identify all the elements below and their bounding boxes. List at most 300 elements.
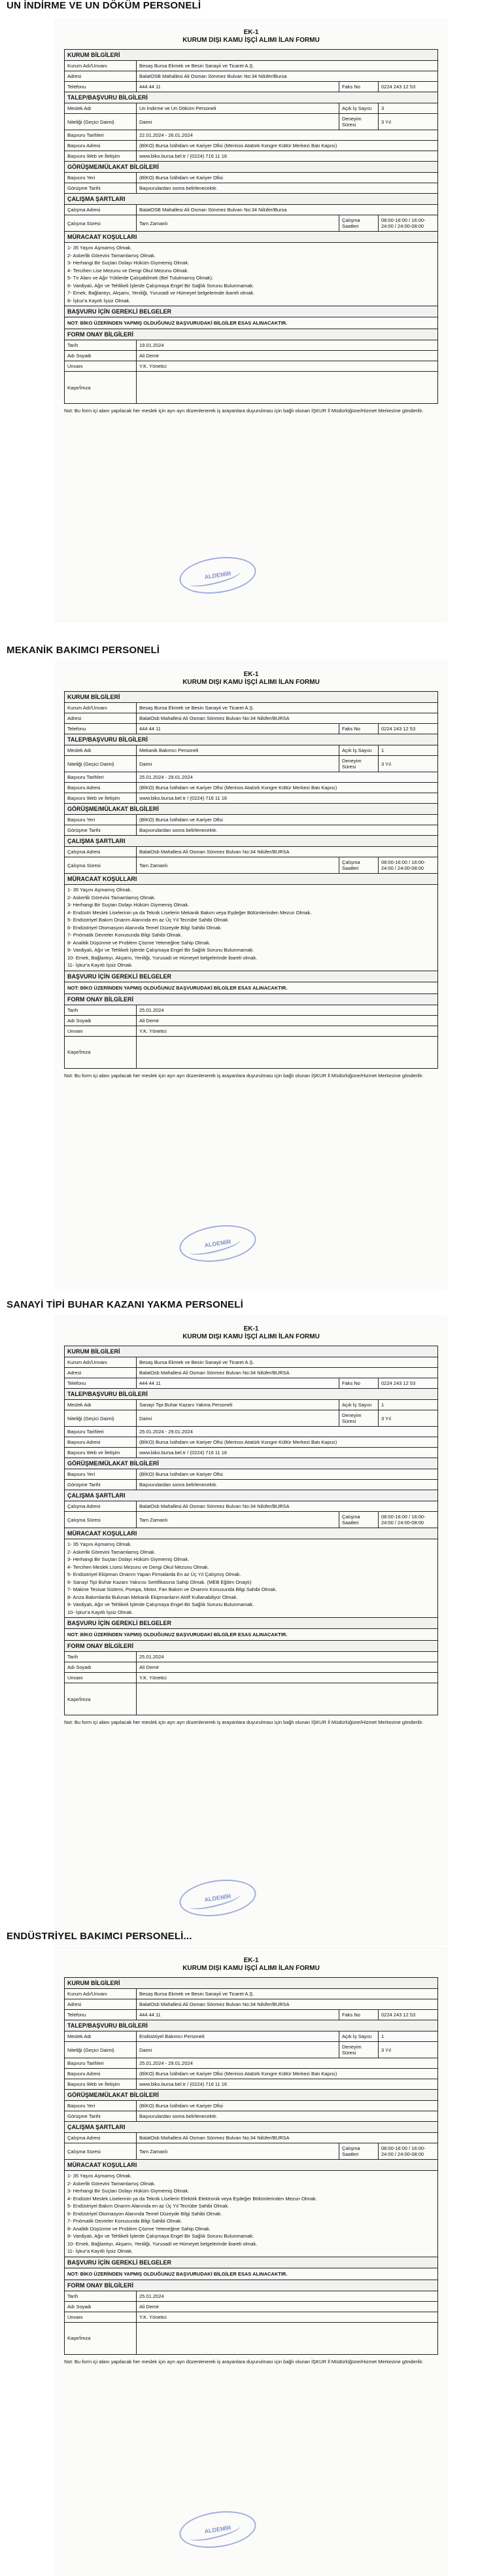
condition-item: 2- Askerlik Görevini Tamamlamış Olmak. bbox=[67, 1548, 156, 1555]
gorusme-header: GÖRÜŞME/MÜLAKAT BİLGİLERİ bbox=[65, 1458, 437, 1469]
talep-header: TALEP/BAŞVURU BİLGİLERİ bbox=[65, 1389, 437, 1400]
basvuru-adres-label: Başvuru Adresi bbox=[65, 783, 137, 793]
faks-label: Faks No bbox=[339, 2010, 379, 2020]
condition-item: 8- Arıza Bakımlarda Bulunan Mekanik Ekipmanların Atölf Kullanabiliyor Olmak. bbox=[67, 1594, 238, 1600]
deneyim-label: Deneyim Süresi bbox=[339, 756, 379, 772]
deneyim-label: Deneyim Süresi bbox=[339, 1410, 379, 1426]
official-stamp: ALDEMİR bbox=[177, 1875, 258, 1921]
form-row bbox=[65, 2069, 437, 2079]
condition-item: 3- Herhangi Bir Suçtan Dolayı Hüküm Giymemiş Olmak. bbox=[67, 902, 190, 908]
job-section bbox=[0, 1299, 495, 1944]
form-title: KURUM DIŞI KAMU İŞÇİ ALIMI İLAN FORMU bbox=[182, 679, 320, 686]
belgeler-header: BAŞVURU İÇİN GEREKLİ BELGELER bbox=[65, 971, 437, 982]
kurum-header: KURUM BİLGİLERİ bbox=[65, 692, 437, 703]
kurum-header: KURUM BİLGİLERİ bbox=[65, 1346, 437, 1357]
adres-label: Adresi bbox=[65, 1999, 137, 2009]
condition-item: 3- Herhangi Bir Suçtan Dolayı Hüküm Giymemiş Olmak. bbox=[67, 2188, 190, 2194]
faks-value: 0224 243 12 53 bbox=[381, 726, 416, 732]
conditions-list bbox=[65, 243, 437, 306]
basvuru-tarih-value: 25.01.2024 - 29.01.2024 bbox=[139, 1429, 193, 1435]
calisma-sure-value: Tam Zamanlı bbox=[137, 1512, 339, 1528]
form-row bbox=[65, 847, 437, 857]
form-row bbox=[65, 2101, 437, 2111]
adres-label: Adresi bbox=[65, 713, 137, 723]
meslek-label: Meslek Adı bbox=[65, 103, 137, 113]
calisma-adres-value: BalatOsb Mahallesi Ali Osman Sönmez Bulvarı No:34 Nilüfer/BURSA bbox=[139, 2135, 290, 2141]
condition-item: 2- Askerlik Görevini Tamamlamış Olmak. bbox=[67, 2180, 156, 2187]
acik-is-value: 1 bbox=[381, 1402, 384, 1408]
acik-is-label: Açık İş Sayısı bbox=[339, 745, 379, 755]
web-label: Başvuru Web ve İletişim bbox=[65, 151, 137, 161]
form-row bbox=[65, 215, 437, 232]
adsoyad-label: Adı Soyadı bbox=[65, 351, 137, 361]
calisma-header: ÇALIŞMA ŞARTLARI bbox=[65, 194, 437, 205]
web-value: www.biko.bursa.bel.tr / (0224) 716 11 16 bbox=[139, 2081, 228, 2087]
telefon-label: Telefonu bbox=[65, 82, 137, 92]
gorusme-yeri-label: Başvuru Yeri bbox=[65, 815, 137, 825]
deneyim-value: 3 Yıl bbox=[381, 1415, 391, 1422]
condition-item: 1- 35 Yaşını Aşmamış Olmak. bbox=[67, 2173, 132, 2179]
form-row bbox=[65, 1437, 437, 1448]
calisma-saat-value: 08:00-16:00 / 16:00-24:00 / 24:00-08:00 bbox=[381, 859, 426, 871]
adres-value: BalatOSB Mahallesi Ali Osman Sönmez Bulvarı No:34 Nilüfer/Bursa bbox=[139, 73, 287, 79]
adsoyad-label: Adı Soyadı bbox=[65, 1016, 137, 1026]
calisma-saat-value: 08:00-16:00 / 16:00-24:00 / 24:00-08:00 bbox=[381, 217, 426, 229]
condition-item: 11- İşkur'a Kayıtlı İşsiz Olmak. bbox=[67, 2248, 133, 2254]
condition-item: 8- Analitik Düşünme ve Problem Çözme Yeteneğine Sahip Olmak. bbox=[67, 2225, 211, 2232]
kurum-adi-label: Kurum Adı/Unvanı bbox=[65, 703, 137, 713]
form-row bbox=[65, 2133, 437, 2143]
acik-is-value: 1 bbox=[381, 747, 384, 753]
gorusme-tarih-value: Başvurulardan sonra belirlenecektir. bbox=[139, 2113, 218, 2119]
conditions-list bbox=[65, 1539, 437, 1618]
adsoyad-value: Ali Demir bbox=[139, 2303, 160, 2310]
nitelik-value: Daimi bbox=[137, 114, 339, 130]
acik-is-value: 1 bbox=[381, 2033, 384, 2039]
telefon-label: Telefonu bbox=[65, 2010, 137, 2020]
form-footnote: Not: Bu form içi alanı yapılacak her meslek için ayrı ayrı düzenlenerek iş arayanlara duyurulması için bağlı olunan İŞKUR İl Müdürlüğüne/Hizmet Merkezine gönderilir. bbox=[64, 1719, 424, 1725]
condition-item: 3- Herhangi Bir Suçtan Dolayı Hüküm Giymemiş Olmak. bbox=[67, 260, 190, 266]
muracaat-header: MÜRACAAT KOŞULLARI bbox=[65, 2160, 437, 2171]
calisma-sure-value: Tam Zamanlı bbox=[137, 215, 339, 231]
condition-item: 7- Pnömatik Devreler Konusunda Bilgi Sahibi Olmak. bbox=[67, 932, 182, 938]
form-row bbox=[65, 1400, 437, 1410]
form-title: KURUM DIŞI KAMU İŞÇİ ALIMI İLAN FORMU bbox=[182, 1333, 320, 1340]
calisma-header: ÇALIŞMA ŞARTLARI bbox=[65, 1490, 437, 1501]
condition-item: 10- İşkur'a Kayıtlı İşsiz Olmak. bbox=[67, 1609, 133, 1615]
nitelik-value: Daimi bbox=[137, 2042, 339, 2058]
kurum-adi-label: Kurum Adı/Unvanı bbox=[65, 1357, 137, 1367]
acik-is-value: 3 bbox=[381, 105, 384, 111]
calisma-sure-value: Tam Zamanlı bbox=[137, 857, 339, 873]
form-row bbox=[65, 173, 437, 183]
gorusme-yeri-label: Başvuru Yeri bbox=[65, 173, 137, 183]
unvan-value: Y.K. Yönetici bbox=[139, 2314, 167, 2320]
form-row bbox=[65, 372, 437, 403]
adsoyad-value: Ali Demir bbox=[139, 353, 160, 359]
condition-item: 9- Vardiyalı, Ağır ve Tehlikeli İşlerde Çalışmaya Engel Bir Sağlık Sorunu Bulunmamak. bbox=[67, 1601, 254, 1607]
form-row bbox=[65, 1026, 437, 1037]
form-row bbox=[65, 756, 437, 772]
talep-header: TALEP/BAŞVURU BİLGİLERİ bbox=[65, 2020, 437, 2031]
form-row bbox=[65, 713, 437, 724]
deneyim-label: Deneyim Süresi bbox=[339, 2042, 379, 2058]
basvuru-adres-value: (BİKO) Bursa İstihdam ve Kariyer Ofisi (Merinos Atatürk Kongre Kültür Merkezi Batı Kapısı) bbox=[139, 1439, 337, 1445]
basvuru-tarih-label: Başvuru Tarihleri bbox=[65, 1427, 137, 1437]
condition-item: 5- Endüstriyel Bakım Onarım Alanında en az Üç Yıl Tecrübe Sahibi Olmak. bbox=[67, 917, 230, 923]
faks-label: Faks No bbox=[339, 1378, 379, 1388]
form-ek-label: EK-1 bbox=[243, 671, 259, 678]
gorusme-tarih-value: Başvurulardan sonra belirlenecektir. bbox=[139, 1482, 218, 1488]
web-label: Başvuru Web ve İletişim bbox=[65, 2079, 137, 2089]
faks-value: 0224 243 12 53 bbox=[381, 2012, 416, 2018]
unvan-value: Y.K. Yönetici bbox=[139, 1028, 167, 1034]
onay-header: FORM ONAY BİLGİLERİ bbox=[65, 1641, 437, 1652]
kase-value bbox=[137, 372, 437, 403]
form-document bbox=[55, 1948, 447, 2576]
form-row bbox=[65, 2079, 437, 2090]
form-row bbox=[65, 2111, 437, 2122]
form-row bbox=[65, 2010, 437, 2020]
condition-item: 6- Endüstriyel Otomasyon Alanında Temel Düzeyde Bilgi Sahibi Olmak. bbox=[67, 2210, 222, 2217]
official-stamp: ALDEMİR bbox=[177, 552, 258, 598]
form-footnote: Not: Bu form içi alanı yapılacak her meslek için ayrı ayrı düzenlenerek iş arayanlara duyurulması için bağlı olunan İŞKUR İl Müdürlüğüne/Hizmet Merkezine gönderilir. bbox=[64, 2358, 424, 2365]
onay-header: FORM ONAY BİLGİLERİ bbox=[65, 329, 437, 340]
kase-value bbox=[137, 2323, 437, 2354]
meslek-label: Meslek Adı bbox=[65, 745, 137, 755]
calisma-saat-label: Çalışma Saatleri bbox=[339, 1512, 379, 1528]
calisma-saat-value: 08:00-16:00 / 16:00-24:00 / 24:00-08:00 bbox=[381, 2145, 426, 2157]
calisma-adres-label: Çalışma Adresi bbox=[65, 847, 137, 857]
basvuru-tarih-label: Başvuru Tarihleri bbox=[65, 772, 137, 782]
conditions-list bbox=[65, 885, 437, 971]
gorusme-tarih-label: Görüşme Tarihi bbox=[65, 825, 137, 835]
belgeler-note: NOT: BİKO ÜZERİNDEN YAPMIŞ OLDUĞUNUZ BAŞVURUDAKİ BİLGİLER ESAS ALINACAKTIR. bbox=[65, 2268, 437, 2280]
condition-item: 5- Endüstriyel Ekipman Onarım Yapan Firmalarda En az Üç Yıl Çalışmış Olmak. bbox=[67, 1571, 241, 1577]
gorusme-yeri-value: (BİKO) Bursa İstihdam ve Kariyer Ofisi bbox=[139, 817, 223, 823]
form-row bbox=[65, 793, 437, 804]
form-row bbox=[65, 114, 437, 130]
form-row bbox=[65, 361, 437, 372]
calisma-adres-value: BalatOsb Mahallesi Ali Osman Sönmez Bulvarı No:34 Nilüfer/BURSA bbox=[139, 849, 290, 855]
gorusme-yeri-value: (BİKO) Bursa İstihdam ve Kariyer Ofisi bbox=[139, 175, 223, 181]
form-row bbox=[65, 183, 437, 194]
condition-item: 1- 35 Yaşını Aşmamış Olmak. bbox=[67, 1541, 132, 1547]
kurum-adi-label: Kurum Adı/Unvanı bbox=[65, 61, 137, 71]
gorusme-header: GÖRÜŞME/MÜLAKAT BİLGİLERİ bbox=[65, 162, 437, 173]
meslek-value: Un İndirme ve Un Döküm Personeli bbox=[137, 103, 339, 113]
kase-label: Kaşe/İmza bbox=[65, 2323, 137, 2354]
belgeler-note: NOT: BİKO ÜZERİNDEN YAPMIŞ OLDUĞUNUZ BAŞVURUDAKİ BİLGİLER ESAS ALINACAKTIR. bbox=[65, 982, 437, 994]
gorusme-yeri-value: (BİKO) Bursa İstihdam ve Kariyer Ofisi bbox=[139, 1471, 223, 1477]
belgeler-header: BAŞVURU İÇİN GEREKLİ BELGELER bbox=[65, 2257, 437, 2268]
basvuru-tarih-label: Başvuru Tarihleri bbox=[65, 130, 137, 140]
form-ek-label: EK-1 bbox=[243, 1325, 259, 1333]
telefon-label: Telefonu bbox=[65, 1378, 137, 1388]
form-document bbox=[55, 1316, 447, 1944]
onay-header: FORM ONAY BİLGİLERİ bbox=[65, 994, 437, 1005]
job-section bbox=[0, 0, 495, 622]
condition-item: 6- Sanayi Tipi Buhar Kazanı Yakıcısı Sertifikasına Sahip Olmak. (MEB Eğitim Onaylı) bbox=[67, 1579, 252, 1585]
condition-item: 8- İşkur'a Kayıtlı İşsiz Olmak. bbox=[67, 297, 131, 304]
condition-item: 7- Pnömatik Devreler Konusunda Bilgi Sahibi Olmak. bbox=[67, 2218, 182, 2224]
belgeler-note: NOT: BİKO ÜZERİNDEN YAPMIŞ OLDUĞUNUZ BAŞVURUDAKİ BİLGİLER ESAS ALINACAKTIR. bbox=[65, 317, 437, 329]
calisma-saat-label: Çalışma Saatleri bbox=[339, 857, 379, 873]
adres-value: BalatOsb Mahallesi Ali Osman Sönmez Bulvarı No:34 Nilüfer/BURSA bbox=[139, 715, 290, 721]
nitelik-label: Niteliği (Geçici Daimi) bbox=[65, 756, 137, 772]
muracaat-header: MÜRACAAT KOŞULLARI bbox=[65, 232, 437, 243]
nitelik-value: Daimi bbox=[137, 756, 339, 772]
telefon-value: 444 44 11 bbox=[137, 1378, 339, 1388]
form-footnote: Not: Bu form içi alanı yapılacak her meslek için ayrı ayrı düzenlenerek iş arayanlara duyurulması için bağlı olunan İŞKUR İl Müdürlüğüne/Hizmet Merkezine gönderilir. bbox=[64, 1072, 424, 1079]
calisma-sure-label: Çalışma Süresi bbox=[65, 215, 137, 231]
gorusme-tarih-label: Görüşme Tarihi bbox=[65, 1480, 137, 1490]
unvan-label: Unvanı bbox=[65, 2312, 137, 2322]
condition-item: 5- Endüstriyel Bakım Onarım Alanında en az Üç Yıl Tecrübe Sahibi Olmak. bbox=[67, 2203, 230, 2209]
form-row bbox=[65, 151, 437, 162]
condition-item: 9- Vardiyalı, Ağır ve Tehlikeli İşlerde Çalışmaya Engel Bir Sağlık Sorunu Bulunmamak. bbox=[67, 2233, 254, 2239]
official-stamp: ALDEMİR bbox=[177, 1221, 258, 1266]
nitelik-label: Niteliği (Geçici Daimi) bbox=[65, 2042, 137, 2058]
form-row bbox=[65, 1989, 437, 1999]
tarih-label: Tarih bbox=[65, 340, 137, 350]
kurum-adi-value: Besaş Bursa Ekmek ve Besin Sanayii ve Ticaret A.Ş. bbox=[139, 63, 254, 69]
condition-item: 4- Endüstri Meslek Liselerinin ya da Teknik Liselerin Mekanik Bakım veya Eşdeğer Bölümlerinden Mezun Olmak. bbox=[67, 909, 312, 916]
form-row bbox=[65, 82, 437, 92]
meslek-value: Endüstriyel Bakımcı Personeli bbox=[137, 2031, 339, 2041]
tarih-label: Tarih bbox=[65, 2291, 137, 2301]
adres-value: BalatOsb Mahallesi Ali Osman Sönmez Bulvarı No:34 Nilüfer/BURSA bbox=[139, 1370, 290, 1376]
form-row bbox=[65, 1016, 437, 1026]
tarih-value: 19.01.2024 bbox=[139, 342, 164, 348]
gorusme-yeri-value: (BİKO) Bursa İstihdam ve Kariyer Ofisi bbox=[139, 2103, 223, 2109]
form-row bbox=[65, 2291, 437, 2302]
form-row bbox=[65, 825, 437, 836]
kurum-adi-label: Kurum Adı/Unvanı bbox=[65, 1989, 137, 1999]
kase-label: Kaşe/İmza bbox=[65, 1037, 137, 1068]
tarih-label: Tarih bbox=[65, 1652, 137, 1662]
form-ek-label: EK-1 bbox=[243, 29, 259, 36]
nitelik-value: Daimi bbox=[137, 1410, 339, 1426]
conditions-list bbox=[65, 2171, 437, 2257]
form-table bbox=[64, 1346, 438, 1715]
form-title: KURUM DIŞI KAMU İŞÇİ ALIMI İLAN FORMU bbox=[182, 1965, 320, 1972]
acik-is-label: Açık İş Sayısı bbox=[339, 1400, 379, 1410]
form-table bbox=[64, 691, 438, 1069]
form-row bbox=[65, 1512, 437, 1528]
form-row bbox=[65, 351, 437, 361]
form-row bbox=[65, 1357, 437, 1368]
faks-label: Faks No bbox=[339, 724, 379, 734]
basvuru-adres-label: Başvuru Adresi bbox=[65, 141, 137, 151]
official-stamp: ALDEMİR bbox=[177, 2507, 258, 2552]
condition-item: 2- Askerlik Görevini Tamamlamış Olmak. bbox=[67, 894, 156, 901]
form-row bbox=[65, 703, 437, 713]
telefon-label: Telefonu bbox=[65, 724, 137, 734]
calisma-header: ÇALIŞMA ŞARTLARI bbox=[65, 836, 437, 847]
basvuru-adres-value: (BİKO) Bursa İstihdam ve Kariyer Ofisi (Merinos Atatürk Kongre Kültür Merkezi Batı Kapısı) bbox=[139, 2071, 337, 2077]
nitelik-label: Niteliği (Geçici Daimi) bbox=[65, 1410, 137, 1426]
adres-label: Adresi bbox=[65, 1368, 137, 1378]
form-row bbox=[65, 205, 437, 215]
form-title: KURUM DIŞI KAMU İŞÇİ ALIMI İLAN FORMU bbox=[182, 37, 320, 44]
form-row bbox=[65, 103, 437, 114]
form-document bbox=[55, 20, 447, 622]
unvan-label: Unvanı bbox=[65, 1673, 137, 1683]
tarih-label: Tarih bbox=[65, 1005, 137, 1015]
condition-item: 4- Tercihen Lise Mezunu ve Dengi Okul Mezunu Olmak. bbox=[67, 267, 189, 274]
form-row bbox=[65, 71, 437, 82]
section-heading: SANAYİ TİPİ BUHAR KAZANI YAKMA PERSONELİ bbox=[7, 1299, 243, 1310]
form-row bbox=[65, 783, 437, 793]
form-row bbox=[65, 1652, 437, 1662]
form-row bbox=[65, 2323, 437, 2354]
form-table bbox=[64, 1977, 438, 2355]
deneyim-value: 3 Yıl bbox=[381, 118, 391, 125]
unvan-label: Unvanı bbox=[65, 1026, 137, 1036]
tarih-value: 25.01.2024 bbox=[139, 2293, 164, 2299]
calisma-sure-label: Çalışma Süresi bbox=[65, 857, 137, 873]
deneyim-value: 3 Yıl bbox=[381, 760, 391, 767]
condition-item: 3- Herhangi Bir Suçtan Dolayı Hüküm Giymemiş Olmak. bbox=[67, 1556, 190, 1562]
meslek-value: Sanayi Tipi Buhar Kazanı Yakma Personeli bbox=[137, 1400, 339, 1410]
form-row bbox=[65, 745, 437, 756]
condition-item: 7- Emek, Bağlantıyı, Akşamı, Yeniliği, Yurusadi ve Hümeyet belgelerinde ibareli olmak. bbox=[67, 290, 255, 296]
condition-item: 5- Tır Alanı ve Ağır Yüklerde Çalışabilmek (Bel Tutulmamış Olmak). bbox=[67, 275, 214, 281]
belgeler-header: BAŞVURU İÇİN GEREKLİ BELGELER bbox=[65, 1618, 437, 1629]
adsoyad-value: Ali Demir bbox=[139, 1664, 160, 1670]
condition-item: 7- Makine Tesisat Sistemi, Pompa, Motor, Fan Bakım ve Onarımı Konusunda Bilgi Sahibi Olmak. bbox=[67, 1586, 277, 1592]
gorusme-tarih-label: Görüşme Tarihi bbox=[65, 183, 137, 193]
form-row bbox=[65, 130, 437, 141]
calisma-adres-value: BalatOsb Mahallesi Ali Osman Sönmez Bulvarı No:34 Nilüfer/BURSA bbox=[139, 1503, 290, 1509]
form-row bbox=[65, 1673, 437, 1683]
form-row bbox=[65, 1480, 437, 1490]
muracaat-header: MÜRACAAT KOŞULLARI bbox=[65, 1528, 437, 1539]
gorusme-header: GÖRÜŞME/MÜLAKAT BİLGİLERİ bbox=[65, 804, 437, 815]
gorusme-header: GÖRÜŞME/MÜLAKAT BİLGİLERİ bbox=[65, 2090, 437, 2101]
condition-item: 2- Askerlik Görevini Tamamlamış Olmak. bbox=[67, 252, 156, 259]
adres-label: Adresi bbox=[65, 71, 137, 81]
adsoyad-label: Adı Soyadı bbox=[65, 1662, 137, 1672]
form-row bbox=[65, 2042, 437, 2058]
job-section bbox=[0, 645, 495, 1290]
web-label: Başvuru Web ve İletişim bbox=[65, 793, 137, 803]
form-row bbox=[65, 1378, 437, 1389]
meslek-label: Meslek Adı bbox=[65, 1400, 137, 1410]
unvan-value: Y.K. Yönetici bbox=[139, 1675, 167, 1681]
basvuru-adres-value: (BİKO) Bursa İstihdam ve Kariyer Ofisi (Merinos Atatürk Kongre Kültür Merkezi Batı Kapısı) bbox=[139, 785, 337, 791]
kurum-adi-value: Besaş Bursa Ekmek ve Besin Sanayii ve Ticaret A.Ş. bbox=[139, 1991, 254, 1997]
calisma-adres-value: BalatOSB Mahallesi Ali Osman Sönmez Bulvarı No:34 Nilüfer/Bursa bbox=[139, 207, 287, 213]
kurum-adi-value: Besaş Bursa Ekmek ve Besin Sanayii ve Ticaret A.Ş. bbox=[139, 1359, 254, 1365]
job-section bbox=[0, 1931, 495, 2576]
form-row bbox=[65, 1410, 437, 1427]
faks-value: 0224 243 12 53 bbox=[381, 84, 416, 90]
faks-label: Faks No bbox=[339, 82, 379, 92]
form-ek-label: EK-1 bbox=[243, 1957, 259, 1964]
form-table bbox=[64, 49, 438, 404]
talep-header: TALEP/BAŞVURU BİLGİLERİ bbox=[65, 734, 437, 745]
kurum-header: KURUM BİLGİLERİ bbox=[65, 50, 437, 61]
condition-item: 10- Emek, Bağlantıyı, Akşamı, Yeniliği, Yurusadi ve Hümeyet belgelerinde ibareli olmak. bbox=[67, 2240, 258, 2247]
condition-item: 4- Tercihen Meslek Lisesi Mezunu ve Dengi Okul Mezunu Olmak. bbox=[67, 1564, 209, 1570]
onay-header: FORM ONAY BİLGİLERİ bbox=[65, 2280, 437, 2291]
condition-item: 6- Vardiyalı, Ağır ve Tehlikeli İşlerde Çalışmaya Engel Bir Sağlık Sorunu Bulunmamak. bbox=[67, 282, 254, 289]
calisma-saat-label: Çalışma Saatleri bbox=[339, 215, 379, 231]
acik-is-label: Açık İş Sayısı bbox=[339, 2031, 379, 2041]
condition-item: 1- 35 Yaşını Aşmamış Olmak. bbox=[67, 887, 132, 893]
form-row bbox=[65, 1005, 437, 1016]
calisma-sure-label: Çalışma Süresi bbox=[65, 1512, 137, 1528]
tarih-value: 25.01.2024 bbox=[139, 1654, 164, 1660]
form-row bbox=[65, 1469, 437, 1480]
basvuru-adres-label: Başvuru Adresi bbox=[65, 2069, 137, 2079]
web-value: www.biko.bursa.bel.tr / (0224) 716 11 16 bbox=[139, 153, 228, 159]
kase-value bbox=[137, 1037, 437, 1068]
basvuru-tarih-value: 22.01.2024 - 26.01.2024 bbox=[139, 132, 193, 138]
kurum-header: KURUM BİLGİLERİ bbox=[65, 1978, 437, 1989]
gorusme-tarih-value: Başvurulardan sonra belirlenecektir. bbox=[139, 185, 218, 191]
form-row bbox=[65, 772, 437, 783]
calisma-adres-label: Çalışma Adresi bbox=[65, 205, 137, 215]
gorusme-tarih-value: Başvurulardan sonra belirlenecektir. bbox=[139, 827, 218, 833]
web-value: www.biko.bursa.bel.tr / (0224) 716 11 16 bbox=[139, 795, 228, 801]
calisma-header: ÇALIŞMA ŞARTLARI bbox=[65, 2122, 437, 2133]
condition-item: 1- 35 Yaşını Aşmamış Olmak. bbox=[67, 245, 132, 251]
nitelik-label: Niteliği (Geçici Daimi) bbox=[65, 114, 137, 130]
basvuru-tarih-label: Başvuru Tarihleri bbox=[65, 2058, 137, 2068]
adsoyad-value: Ali Demir bbox=[139, 1017, 160, 1024]
form-row bbox=[65, 2143, 437, 2160]
basvuru-adres-label: Başvuru Adresi bbox=[65, 1437, 137, 1447]
form-row bbox=[65, 815, 437, 825]
form-row bbox=[65, 141, 437, 151]
faks-value: 0224 243 12 53 bbox=[381, 1380, 416, 1386]
form-row bbox=[65, 2302, 437, 2312]
form-row bbox=[65, 724, 437, 734]
web-label: Başvuru Web ve İletişim bbox=[65, 1448, 137, 1458]
form-row bbox=[65, 1683, 437, 1715]
form-row bbox=[65, 1448, 437, 1458]
muracaat-header: MÜRACAAT KOŞULLARI bbox=[65, 874, 437, 885]
deneyim-value: 3 Yıl bbox=[381, 2047, 391, 2053]
section-heading: UN İNDİRME VE UN DÖKÜM PERSONELİ bbox=[7, 0, 201, 11]
form-row bbox=[65, 340, 437, 351]
condition-item: 4- Endüstri Meslek Liselerinin ya da Teknik Liselerin Elektrik Elektronik veya Eşdeğer Bölümlerinden Mezun Olmak. bbox=[67, 2195, 317, 2202]
tarih-value: 25.01.2024 bbox=[139, 1007, 164, 1013]
kase-value bbox=[137, 1683, 437, 1715]
section-heading: MEKANİK BAKIMCI PERSONELİ bbox=[7, 645, 160, 656]
condition-item: 6- Endüstriyel Otomasyon Alanında Temel Düzeyde Bilgi Sahibi Olmak. bbox=[67, 924, 222, 931]
form-row bbox=[65, 61, 437, 71]
form-document bbox=[55, 662, 447, 1290]
telefon-value: 444 44 11 bbox=[137, 724, 339, 734]
form-row bbox=[65, 857, 437, 874]
form-row bbox=[65, 2312, 437, 2323]
form-row bbox=[65, 1501, 437, 1512]
kase-label: Kaşe/İmza bbox=[65, 1683, 137, 1715]
calisma-sure-value: Tam Zamanlı bbox=[137, 2143, 339, 2159]
basvuru-adres-value: (BİKO) Bursa İstihdam ve Kariyer Ofisi (Merinos Atatürk Kongre Kültür Merkezi Batı Kapısı) bbox=[139, 143, 337, 149]
condition-item: 10- Emek, Bağlantıyı, Akşamı, Yeniliği, Yurusadi ve Hümeyet belgelerinde ibareli olmak. bbox=[67, 954, 258, 961]
kurum-adi-value: Besaş Bursa Ekmek ve Besin Sanayii ve Ticaret A.Ş. bbox=[139, 705, 254, 711]
telefon-value: 444 44 11 bbox=[137, 82, 339, 92]
calisma-adres-label: Çalışma Adresi bbox=[65, 1501, 137, 1511]
condition-item: 9- Vardiyalı, Ağır ve Tehlikeli İşlerde Çalışmaya Engel Bir Sağlık Sorunu Bulunmamak. bbox=[67, 947, 254, 953]
condition-item: 8- Analitik Düşünme ve Problem Çözme Yeteneğine Sahip Olmak. bbox=[67, 939, 211, 946]
web-value: www.biko.bursa.bel.tr / (0224) 716 11 16 bbox=[139, 1450, 228, 1456]
